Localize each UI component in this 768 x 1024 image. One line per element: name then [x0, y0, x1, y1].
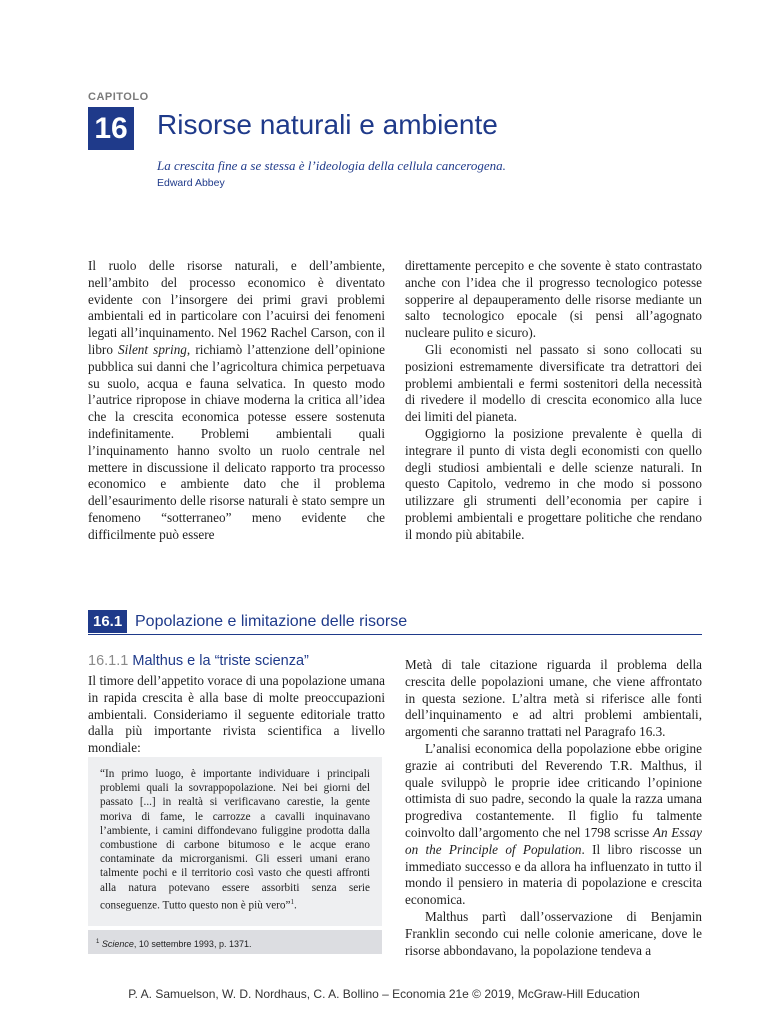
epigraph-author: Edward Abbey [157, 177, 225, 189]
footnote-number: 1 [96, 939, 100, 945]
page-footer: P. A. Samuelson, W. D. Nordhaus, C. A. Bollino – Economia 21e © 2019, McGraw-Hill Education [128, 987, 640, 1001]
epigraph-quote: La crescita fine a se stessa è l’ideologia della cellula cancerogena. [157, 158, 506, 173]
subsection-title-text: Malthus e la “triste scienza” [132, 653, 309, 669]
intro-left-column [88, 258, 385, 544]
section-number: 16.1 [88, 610, 127, 633]
section-left-column [88, 673, 385, 757]
chapter-number: 16 [88, 107, 134, 150]
footnote-detail: , 10 settembre 1993, p. 1371. [133, 939, 252, 949]
section-paragraph: L’analisi economica della popolazione ebbe origine grazie ai contributi del Reverendo T.R. Malthus, il quale sviluppò le proprie idee criticando l’opinione ottimista di suo padre, secondo la quale la razza umana progrediva costantemente. Il figlio fu talmente coinvolto dall’argomento che nel 1798 scrisse An Essay on the Principle of Population. Il libro riscosse un immediato successo e da allora ha influenzato in tutto il mondo il pensiero in materia di popolazione e crescita economica. [405, 740, 702, 908]
chapter-label: CAPITOLO [88, 91, 149, 103]
chapter-title: Risorse naturali e ambiente [157, 109, 498, 140]
section-paragraph: Metà di tale citazione riguarda il problema della crescita delle popolazioni umane, che viene affrontato in questa sezione. L’altra metà si riferisce alle fonti dell’inquinamento e ad altri problemi ambientali, argomenti che saranno trattati nel Paragrafo 16.3. [405, 657, 702, 740]
section-title: Popolazione e limitazione delle risorse [135, 613, 408, 630]
editorial-quote-box [88, 757, 382, 926]
intro-right-column [405, 258, 702, 544]
subsection-number: 16.1.1 [88, 653, 129, 669]
footnote-source: Science [101, 939, 134, 949]
section-header [88, 610, 702, 635]
intro-paragraph: direttamente percepito e che sovente è stato contrastato anche con l’idea che il progresso tecnologico potesse sopperire al depauperamento delle risorse mediante un salto tecnologico epocale (si pensi all’agognato nucleare pulito e sicuro). [405, 258, 702, 341]
footnote-marker: 1 [290, 897, 294, 906]
intro-paragraph: Il ruolo delle risorse naturali, e dell’ambiente, nell’ambito del processo economico è diventato evidente con l’insorgere dei primi gravi problemi ambientali ed in particolare con l’acuirsi dei fenomeni legati all’inquinamento. Nel 1962 Rachel Carson, con il libro Silent spring, richiamò l’attenzione dell’opinione pubblica sui danni che l’agricoltura chimica perpetuava su suolo, acqua e fauna selvatica. In questo modo l’autrice ripropose in chiave moderna la critica all’idea che la crescita economica potesse essere sostenuta indefinitamente. Problemi ambientali quali l’inquinamento hanno svolto un ruolo centrale nel mettere in discussione il delicato rapporto tra processo economico e ambiente dato che il problema dell’esaurimento delle risorse naturali è stato sempre un fenomeno “sotterraneo” meno evidente che difficilmente può essere [88, 258, 385, 542]
intro-paragraph: Oggigiorno la posizione prevalente è quella di integrare il punto di vista degli economisti con quello degli studiosi ambientali e delle scienze naturali. In questo Capitolo, vedremo in che modo si possono utilizzare gli strumenti dell’economia per capire i problemi ambientali e progettare politiche che rendano il mondo più abitabile. [405, 425, 702, 542]
section-paragraph: Malthus partì dall’osservazione di Benjamin Franklin secondo cui nelle colonie americane, dove le risorse abbondavano, la popolazione tendeva a [405, 908, 702, 958]
section-right-column [405, 657, 702, 959]
editorial-quote: “In primo luogo, è importante individuare i principali problemi quali la sovrappopolazione. Nei bei giorni del passato [...] in realtà si verificavano carestie, la gente moriva di fame, le carrozze a cavalli inquinavano l’ambiente, i camini diffondevano fuliggine prodotta dalla combustione di carbone bitumoso e le acque erano contaminate da microrganismi. Gli esseri umani erano talmente pochi e il territorio così vasto che questi affronti alla natura potevano essere assorbiti senza serie conseguenze. Tutto questo non è più vero”$^1$. [100, 768, 370, 912]
editorial-quote-text: “In primo luogo, è importante individuare i principali problemi quali la sovrappopolazione. Nei bei giorni del passato [...] in realtà si verificavano carestie, la gente moriva di fame, le carrozze a cavalli inquinavano l’ambiente, i camini diffondevano fuliggine prodotta dalla combustione di carbone bitumoso e le acque erano contaminate da microrganismi. Gli esseri umani erano talmente pochi e il territorio così vasto che questi affronti alla natura potevano essere assorbiti senza serie conseguenze. Tutto questo non è più vero” [100, 768, 370, 912]
subsection-title [88, 653, 309, 669]
intro-paragraph: Gli economisti nel passato si sono collocati su posizioni estremamente diversificate tra detrattori dei problemi ambientali e fermi sostenitori della necessità di rivedere il modello di crescita economico alla luce dei limiti del pianeta. [405, 341, 702, 425]
section-paragraph: Il timore dell’appetito vorace di una popolazione umana in rapida crescita è alla base di molte preoccupazioni ambientali. Consideriamo il seguente editoriale tratto dalla più importante rivista scientifica a livello mondiale: [88, 673, 385, 756]
footnote [88, 930, 382, 954]
